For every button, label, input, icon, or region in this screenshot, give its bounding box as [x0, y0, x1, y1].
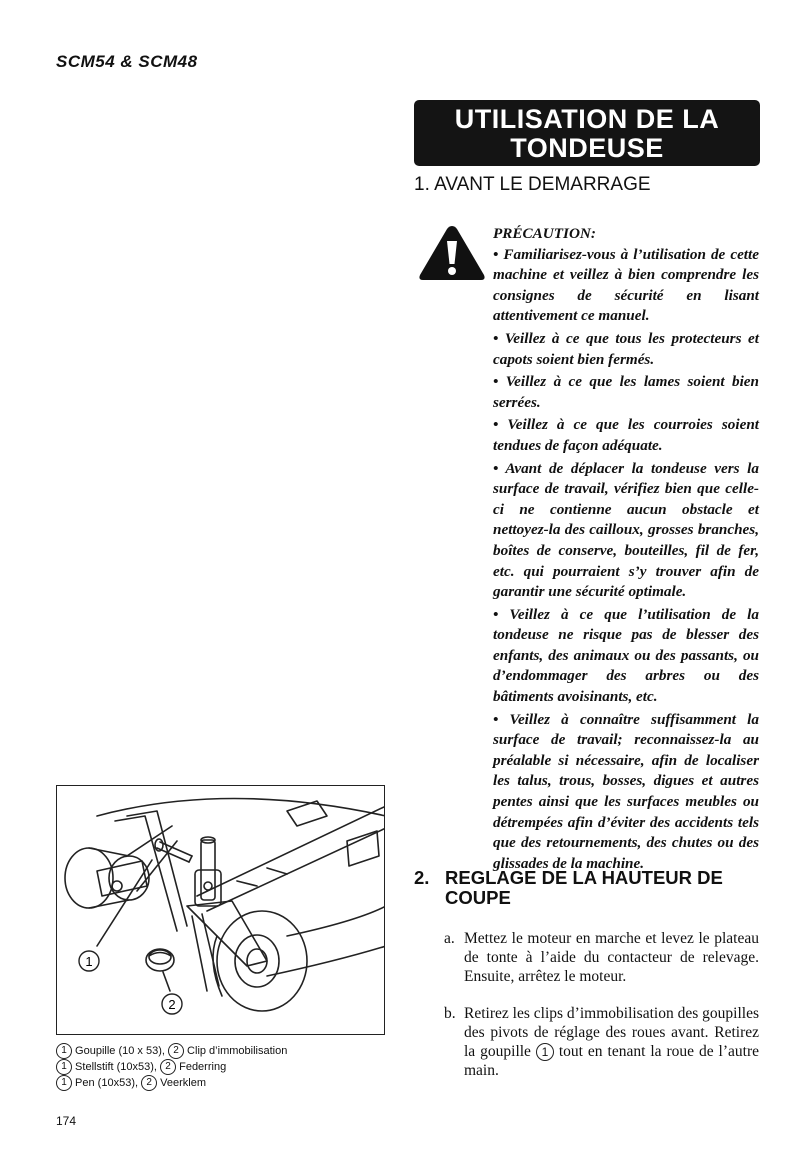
document-header-model: SCM54 & SCM48: [56, 52, 198, 71]
step-b-letter: b.: [444, 1005, 456, 1022]
figure-callout-1: 1: [85, 954, 93, 969]
mower-wheel-illustration: [57, 786, 385, 1035]
figure-frame: [56, 785, 385, 1035]
section-1-heading: 1. AVANT LE DEMARRAGE: [414, 174, 651, 195]
caution-item-5: • Avant de déplacer la tondeuse vers la surface de travail, vérifiez bien que celle-ci ne contienne aucun obstacle et nettoyez-la des cailloux, grosses branches, boîtes de conserve, bouteilles, fil de fer, etc. qui pourraient s’y trouver afin de garantir une sécurité optimale.: [493, 459, 759, 601]
caution-item-7: • Veillez à connaître suffisamment la surface de travail; reconnaissez-la au préalable si nécessaire, afin de localiser les talus, trous, bosses, digues et autres pentes ainsi que les surfaces meubles ou détrempées afin d’éviter des accidents tels que des retournements, des chutes ou des glissades de la machine.: [493, 710, 759, 872]
step-b-ref-circle: 1: [536, 1043, 554, 1061]
caption-line-fr: [56, 1043, 287, 1059]
caption-line-de: [56, 1059, 287, 1075]
figure-captions: [56, 1043, 287, 1091]
chapter-title-box: [414, 100, 760, 166]
caution-block: [493, 224, 759, 876]
caption-fr-text-1: Goupille (10 x 53),: [72, 1045, 168, 1057]
caption-de-num-1: 1: [56, 1059, 72, 1075]
chapter-title-line-1: UTILISATION DE LA: [454, 104, 720, 134]
section-2-title: REGLAGE DE LA HAUTEUR DE COUPE: [445, 867, 723, 908]
chapter-title-line-2: TONDEUSE: [510, 133, 664, 163]
caption-fr-num-1: 1: [56, 1043, 72, 1059]
caption-de-num-2: 2: [160, 1059, 176, 1075]
caption-line-nl: [56, 1075, 287, 1091]
caption-de-text-1: Stellstift (10x53),: [72, 1061, 161, 1073]
step-a-text: Mettez le moteur en marche et levez le plateau de tonte à l’aide du contacteur de relevage. Ensuite, arrêtez le moteur.: [464, 930, 759, 985]
caution-item-6: • Veillez à ce que l’utilisation de la tondeuse ne risque pas de blesser des enfants, des animaux ou des passants, ou d’endommager des arbres ou des bâtiments avoisinants, etc.: [493, 605, 759, 706]
caption-fr-num-2: 2: [168, 1043, 184, 1059]
caption-nl-num-1: 1: [56, 1075, 72, 1091]
warning-triangle-icon: [418, 224, 486, 282]
caption-nl-text-1: Pen (10x53),: [72, 1077, 142, 1089]
step-a-letter: a.: [444, 930, 455, 947]
caption-nl-text-2: Veerklem: [157, 1077, 207, 1089]
step-b-text: [444, 1004, 759, 1080]
caution-item-3: • Veillez à ce que les lames soient bien serrées.: [493, 373, 759, 411]
page-number: 174: [56, 1114, 77, 1128]
step-b-text-before: Retirez les clips d’immobilisation des goupilles des pivots de réglage des roues avant. Retirez la goupille: [464, 1005, 759, 1060]
step-b: [444, 1004, 759, 1080]
section-2-heading: [414, 868, 765, 908]
caption-nl-num-2: 2: [141, 1075, 157, 1091]
section-2-number: 2.: [414, 867, 430, 888]
caution-title: PRÉCAUTION:: [493, 225, 596, 242]
caution-item-1: • Familiarisez-vous à l’utilisation de cette machine et veillez à bien comprendre les consignes de sécurité en lisant attentivement ce manuel.: [493, 245, 759, 325]
step-b-text-after: tout en tenant la roue de l’autre main.: [464, 1043, 759, 1079]
figure-callout-2: 2: [168, 997, 176, 1012]
caption-fr-text-2: Clip d’immobilisation: [184, 1045, 288, 1057]
caption-de-text-2: Federring: [176, 1061, 227, 1073]
caution-item-4: • Veillez à ce que les courroies soient tendues de façon adéquate.: [493, 416, 759, 454]
caution-item-2: • Veillez à ce que tous les protecteurs et capots soient bien fermés.: [493, 329, 759, 368]
step-a: [444, 929, 759, 986]
